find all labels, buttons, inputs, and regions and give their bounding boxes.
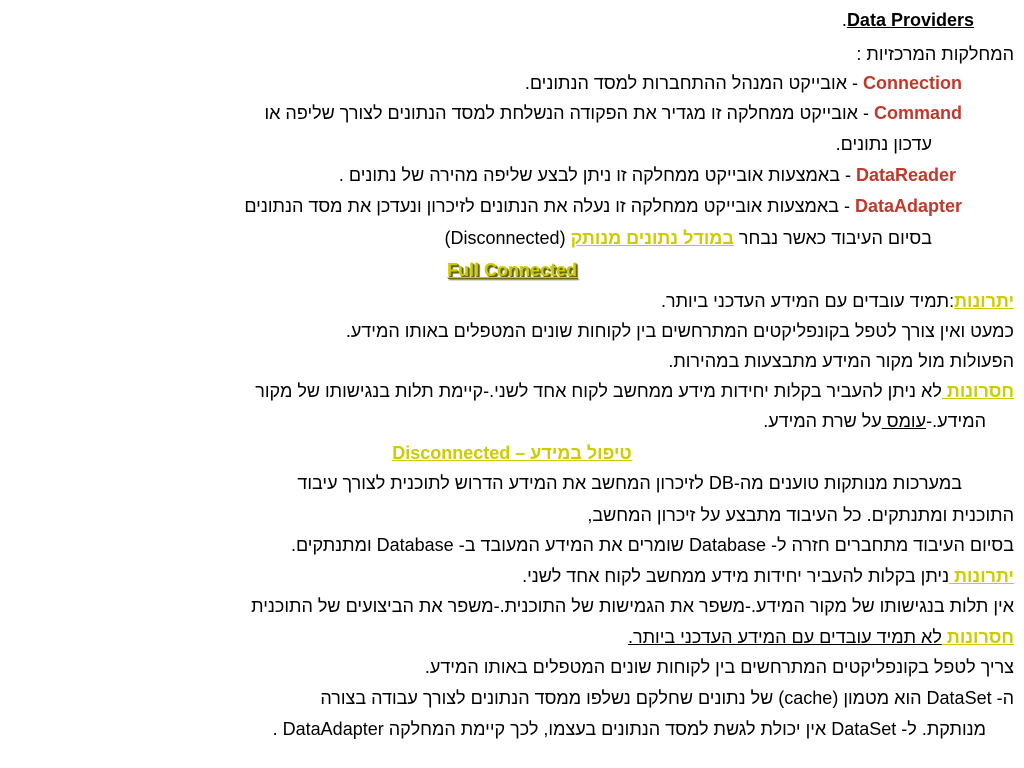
- datareader-term: DataReader: [855, 165, 956, 185]
- dataset-text-2: מנותקת. ל- DataSet אין יכולת לגשת למסד הנתונים בעצמו, לכך קיימת המחלקה DataAdapter .: [272, 719, 986, 739]
- dc-advantages-line: [0, 563, 1014, 589]
- fc-disadvantages-text: לא ניתן להעביר בקלות יחידות מידע ממחשב לקוח אחד לשני.-קיימת תלות בנגישותו של מקור: [255, 381, 942, 401]
- dataadapter-line: [0, 193, 962, 219]
- fc-disadvantages-label: חסרונות: [941, 381, 1014, 401]
- dataset-line-1: [0, 685, 1014, 711]
- page-title: Data Providers: [846, 10, 974, 30]
- fc-advantages-text-3: הפעולות מול מקור המידע מתבצעות במהירות.: [668, 351, 1014, 371]
- dc-advantages-line-2: [0, 593, 1014, 619]
- connection-desc: - אובייקט המנהל ההתחברות למסד הנתונים.: [524, 73, 863, 93]
- command-term: Command: [873, 103, 962, 123]
- dc-disadvantages-text-2: צריך לטפל בקונפליקטים המתרחשים בין לקוחות שונים המטפלים באותו המידע.: [424, 657, 1014, 677]
- dc-para-3: [0, 532, 1014, 558]
- fc-advantages-text: :תמיד עובדים עם המידע העדכני ביותר.: [661, 291, 955, 311]
- classes-heading: [0, 41, 1014, 67]
- title-group: [842, 10, 974, 30]
- fc-advantages-line: [0, 288, 1014, 314]
- disconnected-title: טיפול במידע – Disconnected: [392, 443, 632, 463]
- fc-advantages-line-3: [0, 348, 1014, 374]
- dataset-text-1: ה- DataSet הוא מטמון (cache) של נתונים שחלקם נשלפו ממסד הנתונים לצורך עבודה בצורה: [320, 688, 1014, 708]
- fc-disadvantages-cont-u: עומס: [881, 411, 927, 431]
- dataadapter-desc: - באמצעות אובייקט ממחלקה זו נעלה את הנתונים לזיכרון ונעדכן את מסד הנתונים: [244, 196, 855, 216]
- fc-advantages-label: יתרונות: [954, 291, 1014, 311]
- dc-advantages-label: יתרונות: [949, 566, 1014, 586]
- fc-disadvantages-cont-a: המידע.-: [926, 411, 986, 431]
- classes-heading-text: המחלקות המרכזיות :: [856, 44, 1014, 64]
- command-line-cont: [0, 131, 932, 157]
- dc-para-2-text: התוכנית ומתנתקים. כל העיבוד מתבצע על זיכרון המחשב,: [587, 505, 1014, 525]
- dataadapter-line-cont: [0, 225, 932, 251]
- fc-advantages-line-2: [0, 318, 1014, 344]
- dataadapter-cont-b: (Disconnected): [444, 228, 571, 248]
- full-connected-heading: [0, 257, 1024, 283]
- command-line: [0, 100, 962, 126]
- dc-para-2: [0, 502, 1014, 528]
- dc-para-3-text: בסיום העיבוד מתחברים חזרה ל- Database שומרים את המידע המעובד ב- Database ומתנתקים.: [290, 535, 1014, 555]
- connection-line: [0, 70, 962, 96]
- dc-disadvantages-text: לא תמיד עובדים עם המידע העדכני ביותר.: [627, 627, 942, 647]
- command-cont: עדכון נתונים.: [835, 134, 932, 154]
- dc-advantages-text: ניתן בקלות להעביר יחידות מידע ממחשב לקוח אחד לשני.: [522, 566, 950, 586]
- dc-advantages-text-2: אין תלות בנגישותו של מקור המידע.-משפר את הגמישות של התוכנית.-משפר את הביצועים של התוכנית: [251, 596, 1014, 616]
- fc-disadvantages-line: [0, 378, 1014, 404]
- dc-para-1-text: במערכות מנותקות טוענים מה-DB לזיכרון המחשב את המידע הדרוש לתוכנית לצורך עיבוד: [297, 473, 962, 493]
- fc-disadvantages-line-cont: [0, 408, 986, 434]
- dc-disadvantages-line: [0, 624, 1014, 650]
- dc-disadvantages-line-2: [0, 654, 1014, 680]
- fc-disadvantages-cont-b: על שרת המידע.: [763, 411, 882, 431]
- title-suffix: .: [841, 10, 847, 30]
- dataadapter-term: DataAdapter: [854, 196, 962, 216]
- full-connected-title: Full Connected: [447, 260, 577, 280]
- dc-para-1: [0, 470, 962, 496]
- fc-advantages-text-2: כמעט ואין צורך לטפל בקונפליקטים המתרחשים בין לקוחות שונים המטפלים באותו המידע.: [345, 321, 1014, 341]
- dataset-line-2: [0, 716, 986, 742]
- disconnected-model-link: במודל נתונים מנותק: [570, 228, 734, 248]
- dataadapter-cont-a: בסיום העיבוד כאשר נבחר: [733, 228, 932, 248]
- command-desc: - אובייקט ממחלקה זו מגדיר את הפקודה הנשלחת למסד הנתונים לצורך שליפה או: [264, 103, 874, 123]
- dc-disadvantages-label: חסרונות: [941, 627, 1014, 647]
- connection-term: Connection: [863, 73, 962, 93]
- disconnected-heading: [0, 440, 1024, 466]
- datareader-desc: - באמצעות אובייקט ממחלקה זו ניתן לבצע שליפה מהירה של נתונים .: [338, 165, 856, 185]
- title-line: [0, 7, 974, 33]
- datareader-line: [0, 162, 956, 188]
